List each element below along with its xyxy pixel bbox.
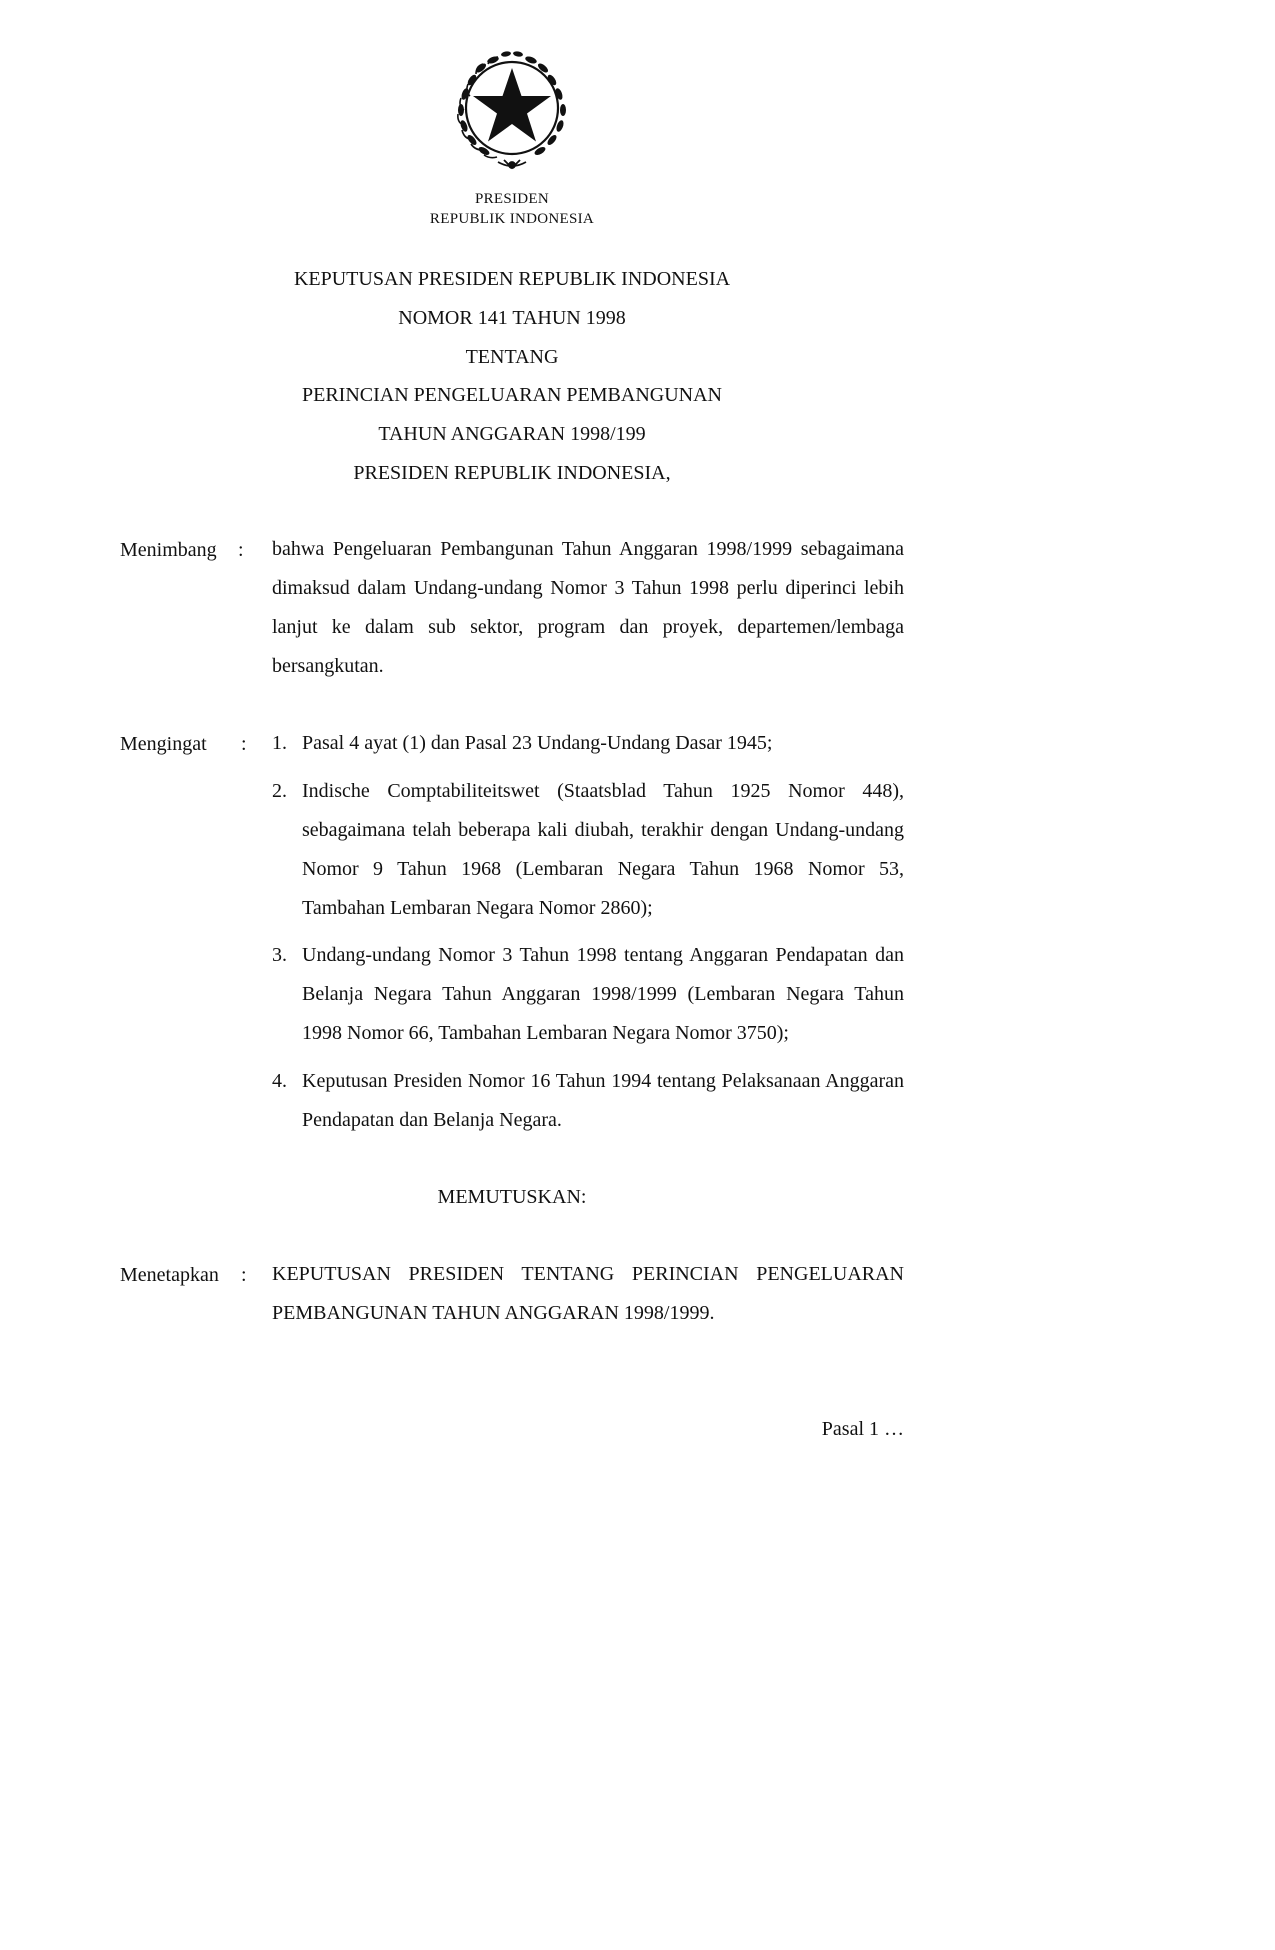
mengingat-item [272,936,904,1053]
menimbang-colon: : [238,539,244,561]
menetapkan-colon: : [241,1264,247,1286]
memutuskan-heading: MEMUTUSKAN: [437,1186,587,1208]
menetapkan-text: KEPUTUSAN PRESIDEN TENTANG PERINCIAN PENGELUARAN PEMBANGUNAN TAHUN ANGGARAN 1998/1999. [272,1263,904,1324]
office-line-president: PRESIDEN [474,191,550,207]
menimbang-text: bahwa Pengeluaran Pembangunan Tahun Anggaran 1998/1999 sebagaimana dimaksud dalam Undang-undang Nomor 3 Tahun 1998 perlu diperinci lebih lanjut ke dalam sub sektor, program dan proyek, departemen/lembaga bersangkutan. [272,538,904,677]
decree-fiscal-year: TAHUN ANGGARAN 1998/199 [378,423,646,445]
item-text: Pasal 4 ayat (1) dan Pasal 23 Undang-Undang Dasar 1945; [302,732,773,754]
menetapkan-label: Menetapkan [120,1264,219,1286]
item-number: 3. [272,944,287,966]
office-line-republic: REPUBLIK INDONESIA [429,211,595,227]
mengingat-item [272,1062,904,1140]
decree-about: TENTANG [465,346,559,368]
menimbang-label: Menimbang [120,539,217,561]
decree-title: KEPUTUSAN PRESIDEN REPUBLIK INDONESIA [293,268,731,290]
mengingat-label: Mengingat [120,733,207,755]
page-continuation: Pasal 1 … [821,1418,904,1440]
item-number: 1. [272,732,287,754]
mengingat-colon: : [241,733,247,755]
mengingat-item [272,724,904,763]
mengingat-item [272,772,904,928]
decree-issuer: PRESIDEN REPUBLIK INDONESIA, [353,462,671,484]
decree-number: NOMOR 141 TAHUN 1998 [398,307,626,329]
decree-subject: PERINCIAN PENGELUARAN PEMBANGUNAN [301,384,722,406]
item-text: Keputusan Presiden Nomor 16 Tahun 1994 tentang Pelaksanaan Anggaran Pendapatan dan Belanja Negara. [302,1070,904,1131]
presidential-emblem-icon [446,44,578,176]
item-number: 2. [272,780,287,802]
item-number: 4. [272,1070,287,1092]
item-text: Indische Comptabiliteitswet (Staatsblad Tahun 1925 Nomor 448), sebagaimana telah beberapa kali diubah, terakhir dengan Undang-undang Nomor 9 Tahun 1968 (Lembaran Negara Tahun 1968 Nomor 53, Tambahan Lembaran Negara Nomor 2860); [302,780,904,919]
item-text: Undang-undang Nomor 3 Tahun 1998 tentang Anggaran Pendapatan dan Belanja Negara Tahun Anggaran 1998/1999 (Lembaran Negara Tahun 1998 Nomor 66, Tambahan Lembaran Negara Nomor 3750); [302,944,904,1044]
